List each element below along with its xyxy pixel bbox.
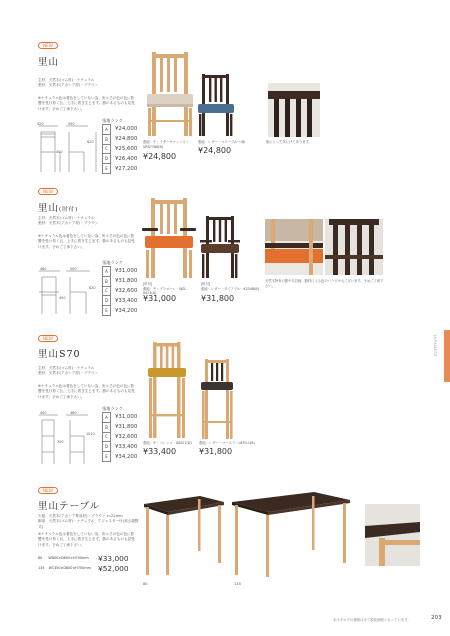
table-size-row bbox=[38, 566, 91, 570]
rank-grade: A bbox=[103, 125, 111, 135]
side-tab-label: JAPANESE bbox=[433, 335, 437, 358]
dim-height: 1010 bbox=[86, 432, 95, 436]
rank-grade: B bbox=[103, 276, 111, 286]
item-caption: 張地：モ・ラターキャンバス＜URS7788(B) bbox=[143, 140, 189, 149]
dim-height: 820 bbox=[87, 140, 94, 144]
rank-row bbox=[103, 306, 138, 316]
new-badge: NEW bbox=[38, 335, 58, 342]
care-note: ※ナチュラル色は着色をしていない為、所々その色の色に影響を受け易く且、上手に着き生じます。節のあるものも見受けます。予めご了承下さい。 bbox=[38, 96, 135, 111]
rank-row bbox=[103, 296, 138, 306]
table-size-row bbox=[38, 556, 89, 560]
rank-price: ¥34,200 bbox=[115, 453, 138, 460]
spec-list: 主材：天然木(ゴム材)・ナチュラル 張材：天然木(アカシア材)・ブラウン bbox=[38, 366, 99, 376]
price-rank-table bbox=[102, 412, 138, 462]
table-price: ¥33,000 bbox=[98, 554, 129, 563]
detail-photo-backrest bbox=[268, 83, 320, 137]
rank-price: ¥31,800 bbox=[115, 424, 138, 431]
dimension-drawing bbox=[36, 412, 106, 466]
item-caption: 張地：レザー・マーエラ・L633-1(B) bbox=[199, 441, 255, 445]
size-dims: W800×D800×H700mm bbox=[48, 556, 89, 560]
rank-row bbox=[103, 154, 138, 164]
product-title: 里山(肘付) bbox=[38, 203, 79, 214]
chair-photo-canvas bbox=[142, 50, 198, 138]
rank-grade: A bbox=[103, 413, 111, 423]
rank-price: ¥27,200 bbox=[115, 165, 138, 172]
page-number: 203 bbox=[431, 615, 442, 621]
table-photo-135 bbox=[230, 490, 352, 580]
detail-caption: 天然木特有の節や木目柄、節材による色のバラツキもございます。予めご了承下さい。 bbox=[265, 279, 384, 288]
dim-depth: 500 bbox=[68, 122, 75, 126]
rank-row bbox=[103, 125, 138, 135]
rank-grade: E bbox=[103, 452, 111, 462]
dim-depth: 460 bbox=[70, 411, 77, 415]
rank-price: ¥34,200 bbox=[115, 307, 138, 314]
spec-list: 主材：天然木(ゴム材)・ナチュラル 張材：天然木(アカシア材)・ブラウン bbox=[38, 78, 99, 88]
table-photo-80 bbox=[140, 494, 226, 578]
photo-label: 135 bbox=[234, 582, 241, 586]
rank-grade: E bbox=[103, 306, 111, 316]
item-caption: [肘付] 張地：モ・ブラオーレ・WD-0021(A) bbox=[143, 282, 187, 296]
rank-price: ¥31,000 bbox=[115, 414, 138, 421]
new-badge: NEW bbox=[38, 42, 58, 49]
dim-width: 480 bbox=[40, 267, 47, 271]
rank-row bbox=[103, 134, 138, 144]
item-caption: 張地：モ・マレンゴ・X0021(D) bbox=[143, 441, 192, 445]
rank-row bbox=[103, 422, 138, 432]
dim-seat-height: 700 bbox=[57, 440, 64, 444]
rank-row bbox=[103, 164, 138, 174]
rank-price: ¥32,600 bbox=[115, 433, 138, 440]
dimension-drawing bbox=[36, 268, 106, 318]
footer-note: 本カタログの価格は全て税抜価格となっています。 bbox=[333, 618, 411, 622]
detail-photo-grain bbox=[325, 219, 383, 275]
item-caption: 張地：レザー・ベリーブルー(B) bbox=[198, 140, 246, 144]
detail-photo-table-corner bbox=[365, 504, 420, 566]
rank-grade: C bbox=[103, 432, 111, 442]
rank-row bbox=[103, 432, 138, 442]
new-badge: NEW bbox=[38, 487, 58, 494]
item-price: ¥24,800 bbox=[198, 146, 232, 155]
rank-price: ¥31,800 bbox=[115, 278, 138, 285]
new-badge: NEW bbox=[38, 188, 58, 195]
item-caption: [肘付] 張地：レザー・ダイアブル・K2548(B) bbox=[201, 282, 259, 291]
rank-grade: C bbox=[103, 286, 111, 296]
dim-seat-height: 450 bbox=[56, 150, 63, 154]
dimension-drawing bbox=[36, 122, 106, 177]
item-price: ¥33,400 bbox=[143, 447, 177, 456]
table-price: ¥52,000 bbox=[98, 564, 129, 573]
item-price: ¥31,800 bbox=[199, 447, 233, 456]
price-rank-table bbox=[102, 266, 138, 316]
dim-width: 420 bbox=[37, 122, 44, 126]
size-label: 80 bbox=[38, 556, 43, 560]
item-price: ¥31,000 bbox=[143, 294, 177, 303]
care-note: ※ナチュラル色は着色をしていない為、所々その色の色に影響を受け易く且、上手に着き生じます。節のあるものも見受けます。予めご了承下さい。 bbox=[38, 532, 135, 547]
rank-row bbox=[103, 276, 138, 286]
barstool-photo-mustard bbox=[146, 340, 188, 440]
rank-label: 張地ランク bbox=[102, 260, 123, 265]
rank-grade: B bbox=[103, 422, 111, 432]
rank-price: ¥24,000 bbox=[115, 126, 138, 133]
price-rank-table bbox=[102, 124, 138, 174]
care-note: ※ナチュラル色は着色をしていない為、所々その色の色に影響を受け易く且、上手に着き生じます。節のあるものも見受けます。予めご了承下さい。 bbox=[38, 384, 135, 399]
product-title: 里山 bbox=[38, 57, 60, 68]
rank-grade: D bbox=[103, 442, 111, 452]
rank-row bbox=[103, 267, 138, 277]
item-price: ¥31,800 bbox=[201, 294, 235, 303]
armchair-photo-dark bbox=[199, 214, 241, 280]
armchair-photo-orange bbox=[140, 196, 198, 280]
rank-price: ¥24,800 bbox=[115, 136, 138, 143]
rank-row bbox=[103, 413, 138, 423]
detail-caption: 座にとって気にげてあります。 bbox=[266, 140, 312, 144]
section-side-tab bbox=[444, 330, 450, 382]
rank-price: ¥26,400 bbox=[115, 155, 138, 162]
dim-width: 400 bbox=[40, 411, 47, 415]
rank-grade: E bbox=[103, 164, 111, 174]
rank-price: ¥33,400 bbox=[115, 297, 138, 304]
rank-row bbox=[103, 144, 138, 154]
chair-photo-blue bbox=[196, 72, 236, 138]
rank-row bbox=[103, 286, 138, 296]
spec-list: 天板：天然木(アカシア集成材)・ブラウン t=22mm 脚部：天然木(ゴム材)・ナチュラル、アジャスター付(高さ調整式) bbox=[38, 514, 139, 529]
rank-grade: B bbox=[103, 134, 111, 144]
item-price: ¥24,800 bbox=[143, 152, 177, 161]
rank-price: ¥32,600 bbox=[115, 287, 138, 294]
rank-row bbox=[103, 452, 138, 462]
rank-grade: D bbox=[103, 296, 111, 306]
spec-list: 主材：天然木(ゴム材)・ナチュラル 張材：天然木(アカシア材)・ブラウン bbox=[38, 216, 99, 226]
dim-height: 820 bbox=[89, 286, 96, 290]
dim-seat-height: 450 bbox=[59, 296, 66, 300]
care-note: ※ナチュラル色は着色をしていない為、所々その色の色に影響を受け易く且、上手に着き生じます。節のあるものも見受けます。予めご了承下さい。 bbox=[38, 234, 135, 249]
rank-grade: A bbox=[103, 267, 111, 277]
rank-grade: C bbox=[103, 144, 111, 154]
product-title: 里山テーブル bbox=[38, 501, 101, 512]
size-dims: W1350×D800×H700mm bbox=[48, 566, 91, 570]
rank-row bbox=[103, 442, 138, 452]
detail-photo-arm bbox=[265, 219, 323, 275]
rank-grade: D bbox=[103, 154, 111, 164]
rank-price: ¥31,000 bbox=[115, 268, 138, 275]
rank-label: 張地ランク bbox=[102, 406, 123, 411]
rank-label: 張地ランク bbox=[102, 118, 123, 123]
dim-depth: 500 bbox=[70, 267, 77, 271]
rank-price: ¥25,600 bbox=[115, 145, 138, 152]
product-title: 里山S70 bbox=[38, 349, 81, 360]
photo-label: 80 bbox=[143, 582, 148, 586]
barstool-photo-dark bbox=[199, 357, 235, 441]
rank-price: ¥33,400 bbox=[115, 443, 138, 450]
size-label: 135 bbox=[38, 566, 45, 570]
